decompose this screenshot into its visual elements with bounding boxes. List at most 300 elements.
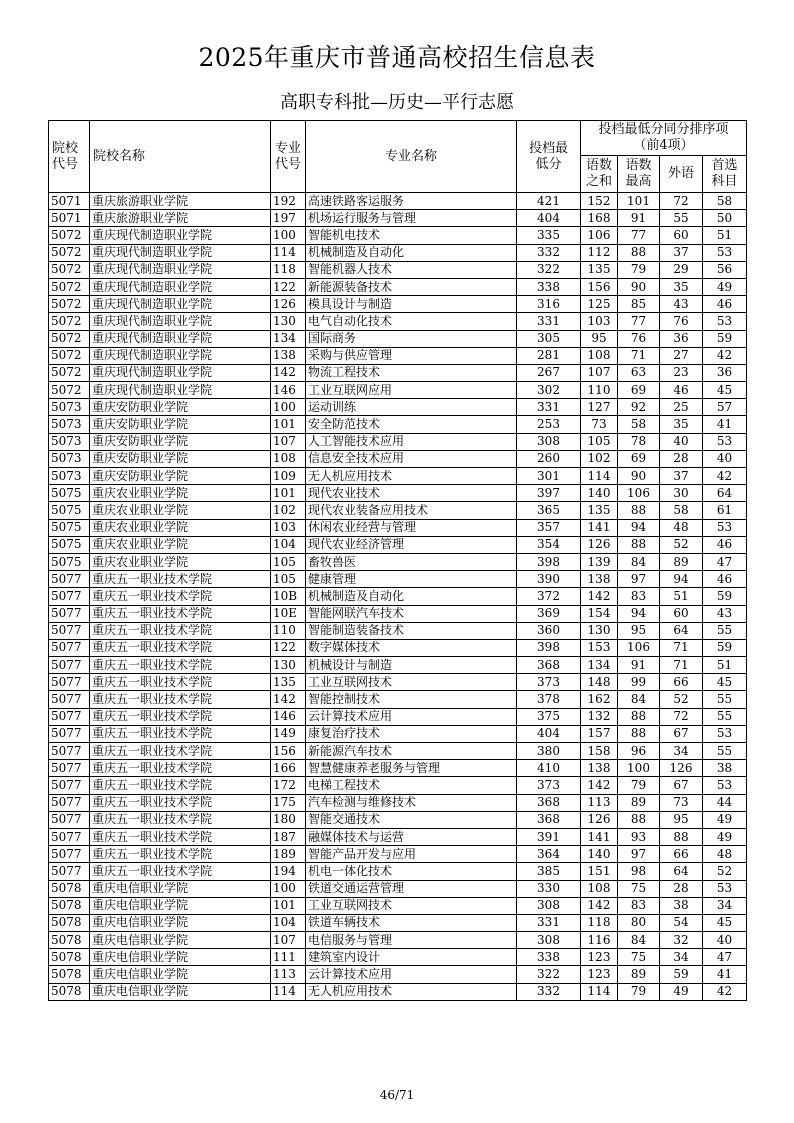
cell-major-name: 电信服务与管理 [306,932,517,949]
cell-foreign-language: 27 [660,347,703,364]
cell-chinese-math-max: 98 [618,863,660,880]
cell-min-score: 398 [517,553,581,570]
cell-major-code: 135 [271,674,306,691]
cell-major-name: 智能机电技术 [306,227,517,244]
cell-min-score: 360 [517,622,581,639]
table-row [49,639,747,656]
cell-chinese-math-sum: 168 [581,210,618,227]
cell-school-name: 重庆安防职业学院 [90,399,271,416]
cell-first-subject: 47 [703,553,747,570]
cell-chinese-math-max: 84 [618,932,660,949]
cell-chinese-math-max: 100 [618,760,660,777]
cell-foreign-language: 58 [660,502,703,519]
cell-school-name: 重庆安防职业学院 [90,450,271,467]
table-row [49,983,747,1000]
cell-min-score: 338 [517,278,581,295]
table-row [49,261,747,278]
cell-foreign-language: 54 [660,914,703,931]
cell-chinese-math-sum: 130 [581,622,618,639]
cell-chinese-math-sum: 114 [581,983,618,1000]
cell-major-code: 146 [271,382,306,399]
table-row [49,863,747,880]
table-row [49,691,747,708]
cell-foreign-language: 34 [660,743,703,760]
cell-foreign-language: 32 [660,932,703,949]
cell-school-name: 重庆五一职业技术学院 [90,674,271,691]
cell-school-code: 5071 [49,210,90,227]
cell-school-name: 重庆农业职业学院 [90,502,271,519]
cell-min-score: 373 [517,777,581,794]
cell-school-name: 重庆五一职业技术学院 [90,760,271,777]
cell-major-name: 工业互联网技术 [306,897,517,914]
cell-foreign-language: 29 [660,261,703,278]
cell-chinese-math-sum: 106 [581,227,618,244]
cell-chinese-math-sum: 153 [581,639,618,656]
cell-major-code: 192 [271,193,306,210]
page-title: 2025年重庆市普通高校招生信息表 [198,43,596,72]
cell-foreign-language: 23 [660,364,703,381]
cell-foreign-language: 89 [660,553,703,570]
header-school-name: 院校名称 [90,121,271,193]
cell-school-code: 5078 [49,932,90,949]
cell-major-code: 187 [271,828,306,845]
cell-school-code: 5072 [49,227,90,244]
table-row [49,571,747,588]
cell-chinese-math-max: 79 [618,777,660,794]
header-major-name: 专业名称 [306,121,517,193]
cell-foreign-language: 60 [660,605,703,622]
cell-chinese-math-max: 84 [618,553,660,570]
table-row [49,244,747,261]
cell-major-name: 电梯工程技术 [306,777,517,794]
table-row [49,674,747,691]
cell-first-subject: 59 [703,588,747,605]
cell-first-subject: 61 [703,502,747,519]
cell-min-score: 331 [517,399,581,416]
cell-chinese-math-sum: 134 [581,657,618,674]
cell-school-code: 5075 [49,536,90,553]
cell-chinese-math-sum: 127 [581,399,618,416]
cell-chinese-math-max: 83 [618,897,660,914]
cell-first-subject: 59 [703,639,747,656]
table-row [49,966,747,983]
cell-school-code: 5073 [49,433,90,450]
cell-school-name: 重庆现代制造职业学院 [90,330,271,347]
cell-foreign-language: 71 [660,657,703,674]
cell-major-name: 电气自动化技术 [306,313,517,330]
table-row [49,605,747,622]
cell-chinese-math-max: 77 [618,313,660,330]
cell-major-code: 108 [271,450,306,467]
cell-major-code: 10E [271,605,306,622]
cell-first-subject: 51 [703,657,747,674]
cell-school-name: 重庆现代制造职业学院 [90,227,271,244]
cell-first-subject: 42 [703,983,747,1000]
cell-chinese-math-max: 96 [618,743,660,760]
cell-min-score: 391 [517,828,581,845]
cell-first-subject: 52 [703,863,747,880]
cell-major-name: 现代农业技术 [306,485,517,502]
table-row [49,519,747,536]
cell-school-code: 5075 [49,553,90,570]
cell-school-code: 5072 [49,296,90,313]
cell-first-subject: 55 [703,622,747,639]
cell-school-code: 5078 [49,897,90,914]
cell-foreign-language: 43 [660,296,703,313]
cell-school-code: 5078 [49,880,90,897]
cell-foreign-language: 46 [660,382,703,399]
cell-first-subject: 50 [703,210,747,227]
cell-chinese-math-sum: 105 [581,433,618,450]
cell-school-name: 重庆农业职业学院 [90,485,271,502]
cell-chinese-math-sum: 110 [581,382,618,399]
cell-foreign-language: 126 [660,760,703,777]
cell-school-code: 5077 [49,588,90,605]
cell-chinese-math-max: 88 [618,708,660,725]
cell-chinese-math-max: 99 [618,674,660,691]
cell-min-score: 322 [517,261,581,278]
cell-min-score: 305 [517,330,581,347]
cell-major-code: 107 [271,433,306,450]
cell-chinese-math-sum: 126 [581,536,618,553]
header-tiebreak-group: 投档最低分同分排序项（前4项） [581,121,747,156]
cell-chinese-math-sum: 123 [581,949,618,966]
cell-chinese-math-max: 95 [618,622,660,639]
cell-chinese-math-sum: 116 [581,932,618,949]
cell-school-name: 重庆五一职业技术学院 [90,691,271,708]
table-row [49,347,747,364]
cell-major-name: 物流工程技术 [306,364,517,381]
cell-min-score: 365 [517,502,581,519]
cell-chinese-math-sum: 141 [581,519,618,536]
cell-chinese-math-sum: 73 [581,416,618,433]
header-chinese-math-sum: 语数之和 [581,156,618,193]
cell-school-name: 重庆五一职业技术学院 [90,846,271,863]
cell-chinese-math-sum: 138 [581,760,618,777]
table-row [49,502,747,519]
table-row [49,828,747,845]
cell-foreign-language: 67 [660,777,703,794]
cell-chinese-math-sum: 132 [581,708,618,725]
cell-min-score: 316 [517,296,581,313]
cell-school-code: 5077 [49,674,90,691]
cell-school-name: 重庆电信职业学院 [90,983,271,1000]
cell-min-score: 330 [517,880,581,897]
cell-first-subject: 49 [703,278,747,295]
cell-major-name: 国际商务 [306,330,517,347]
cell-chinese-math-max: 90 [618,468,660,485]
cell-min-score: 253 [517,416,581,433]
cell-school-code: 5077 [49,571,90,588]
cell-major-name: 现代农业装备应用技术 [306,502,517,519]
table-row [49,364,747,381]
cell-school-code: 5077 [49,828,90,845]
cell-foreign-language: 35 [660,278,703,295]
cell-foreign-language: 40 [660,433,703,450]
cell-chinese-math-max: 79 [618,261,660,278]
cell-major-code: 105 [271,571,306,588]
table-row [49,743,747,760]
cell-chinese-math-max: 69 [618,382,660,399]
cell-major-name: 云计算技术应用 [306,708,517,725]
cell-school-name: 重庆五一职业技术学院 [90,828,271,845]
cell-chinese-math-max: 106 [618,485,660,502]
table-row [49,880,747,897]
cell-chinese-math-sum: 135 [581,261,618,278]
cell-min-score: 301 [517,468,581,485]
cell-min-score: 369 [517,605,581,622]
cell-min-score: 404 [517,210,581,227]
cell-major-code: 142 [271,364,306,381]
cell-foreign-language: 52 [660,536,703,553]
cell-school-name: 重庆五一职业技术学院 [90,811,271,828]
cell-major-name: 机械制造及自动化 [306,244,517,261]
cell-school-code: 5072 [49,313,90,330]
cell-chinese-math-sum: 140 [581,846,618,863]
cell-school-code: 5078 [49,966,90,983]
table-row [49,278,747,295]
cell-foreign-language: 49 [660,983,703,1000]
table-body [49,193,747,1001]
cell-major-name: 健康管理 [306,571,517,588]
cell-chinese-math-max: 77 [618,227,660,244]
cell-min-score: 302 [517,382,581,399]
cell-chinese-math-sum: 138 [581,571,618,588]
table-row [49,468,747,485]
cell-min-score: 380 [517,743,581,760]
cell-school-name: 重庆现代制造职业学院 [90,278,271,295]
cell-major-code: 114 [271,244,306,261]
table-row [49,193,747,210]
cell-chinese-math-sum: 148 [581,674,618,691]
cell-min-score: 398 [517,639,581,656]
cell-major-code: 130 [271,313,306,330]
cell-major-code: 103 [271,519,306,536]
table-row [49,433,747,450]
cell-major-name: 智慧健康养老服务与管理 [306,760,517,777]
cell-first-subject: 55 [703,743,747,760]
cell-foreign-language: 52 [660,691,703,708]
cell-school-name: 重庆电信职业学院 [90,932,271,949]
cell-first-subject: 43 [703,605,747,622]
cell-school-name: 重庆电信职业学院 [90,949,271,966]
cell-min-score: 372 [517,588,581,605]
cell-school-name: 重庆五一职业技术学院 [90,863,271,880]
cell-foreign-language: 28 [660,450,703,467]
cell-first-subject: 57 [703,399,747,416]
cell-chinese-math-sum: 123 [581,966,618,983]
cell-min-score: 260 [517,450,581,467]
cell-school-code: 5077 [49,725,90,742]
cell-foreign-language: 73 [660,794,703,811]
cell-foreign-language: 64 [660,863,703,880]
cell-chinese-math-max: 91 [618,657,660,674]
cell-school-code: 5075 [49,502,90,519]
cell-chinese-math-sum: 154 [581,605,618,622]
cell-first-subject: 46 [703,536,747,553]
header-major-code: 专业代号 [271,121,306,193]
cell-foreign-language: 30 [660,485,703,502]
table-row [49,553,747,570]
cell-chinese-math-max: 88 [618,536,660,553]
cell-first-subject: 55 [703,691,747,708]
cell-foreign-language: 66 [660,674,703,691]
cell-major-name: 智能机器人技术 [306,261,517,278]
table-row [49,399,747,416]
cell-chinese-math-sum: 158 [581,743,618,760]
cell-major-code: 130 [271,657,306,674]
cell-major-code: 102 [271,502,306,519]
cell-school-code: 5073 [49,416,90,433]
cell-min-score: 281 [517,347,581,364]
cell-school-name: 重庆农业职业学院 [90,536,271,553]
table-row [49,227,747,244]
cell-school-code: 5072 [49,382,90,399]
cell-first-subject: 56 [703,261,747,278]
cell-foreign-language: 59 [660,966,703,983]
cell-min-score: 322 [517,966,581,983]
cell-first-subject: 34 [703,897,747,914]
cell-major-code: 101 [271,897,306,914]
cell-school-name: 重庆电信职业学院 [90,966,271,983]
cell-major-name: 安全防范技术 [306,416,517,433]
cell-chinese-math-sum: 102 [581,450,618,467]
cell-school-name: 重庆旅游职业学院 [90,210,271,227]
cell-chinese-math-sum: 95 [581,330,618,347]
header-chinese-math-max: 语数最高 [618,156,660,193]
cell-school-name: 重庆现代制造职业学院 [90,244,271,261]
cell-school-code: 5072 [49,261,90,278]
cell-first-subject: 51 [703,227,747,244]
cell-min-score: 308 [517,932,581,949]
cell-school-code: 5077 [49,657,90,674]
cell-major-name: 铁道交通运营管理 [306,880,517,897]
table-row [49,932,747,949]
cell-chinese-math-max: 75 [618,880,660,897]
cell-chinese-math-max: 106 [618,639,660,656]
header-first-subject: 首选科目 [703,156,747,193]
table-row [49,914,747,931]
cell-major-name: 智能交通技术 [306,811,517,828]
cell-school-code: 5072 [49,347,90,364]
cell-foreign-language: 60 [660,227,703,244]
cell-major-code: 111 [271,949,306,966]
cell-major-code: 105 [271,553,306,570]
cell-major-name: 智能产品开发与应用 [306,846,517,863]
table-row [49,485,747,502]
cell-school-code: 5075 [49,519,90,536]
cell-chinese-math-sum: 142 [581,897,618,914]
table-row [49,296,747,313]
cell-major-code: 113 [271,966,306,983]
cell-major-code: 118 [271,261,306,278]
cell-chinese-math-max: 83 [618,588,660,605]
cell-major-code: 101 [271,416,306,433]
cell-major-code: 146 [271,708,306,725]
cell-major-code: 166 [271,760,306,777]
cell-first-subject: 45 [703,914,747,931]
cell-min-score: 357 [517,519,581,536]
cell-school-name: 重庆电信职业学院 [90,880,271,897]
cell-chinese-math-sum: 142 [581,777,618,794]
cell-major-code: 194 [271,863,306,880]
cell-chinese-math-sum: 108 [581,347,618,364]
cell-school-name: 重庆五一职业技术学院 [90,725,271,742]
cell-school-name: 重庆五一职业技术学院 [90,708,271,725]
cell-foreign-language: 37 [660,468,703,485]
cell-major-code: 197 [271,210,306,227]
table-header [49,121,747,193]
cell-foreign-language: 48 [660,519,703,536]
cell-min-score: 308 [517,433,581,450]
cell-first-subject: 46 [703,296,747,313]
cell-school-name: 重庆安防职业学院 [90,416,271,433]
cell-major-code: 180 [271,811,306,828]
cell-min-score: 385 [517,863,581,880]
table-row [49,708,747,725]
cell-chinese-math-sum: 107 [581,364,618,381]
cell-major-code: 126 [271,296,306,313]
cell-foreign-language: 35 [660,416,703,433]
cell-foreign-language: 51 [660,588,703,605]
cell-first-subject: 41 [703,966,747,983]
table-row [49,760,747,777]
cell-school-code: 5077 [49,777,90,794]
cell-min-score: 421 [517,193,581,210]
cell-school-code: 5073 [49,399,90,416]
cell-school-code: 5077 [49,708,90,725]
cell-major-name: 融媒体技术与运营 [306,828,517,845]
cell-min-score: 368 [517,811,581,828]
cell-first-subject: 46 [703,571,747,588]
cell-chinese-math-sum: 108 [581,880,618,897]
cell-school-name: 重庆五一职业技术学院 [90,777,271,794]
cell-major-code: 114 [271,983,306,1000]
cell-chinese-math-max: 93 [618,828,660,845]
cell-first-subject: 59 [703,330,747,347]
cell-first-subject: 44 [703,794,747,811]
cell-school-code: 5077 [49,760,90,777]
cell-chinese-math-sum: 113 [581,794,618,811]
cell-min-score: 267 [517,364,581,381]
cell-major-code: 104 [271,914,306,931]
cell-chinese-math-sum: 152 [581,193,618,210]
cell-chinese-math-sum: 126 [581,811,618,828]
cell-chinese-math-max: 92 [618,399,660,416]
cell-first-subject: 53 [703,244,747,261]
cell-school-name: 重庆五一职业技术学院 [90,571,271,588]
cell-major-name: 机械制造及自动化 [306,588,517,605]
table-row [49,210,747,227]
cell-foreign-language: 72 [660,708,703,725]
cell-major-code: 122 [271,278,306,295]
cell-major-name: 智能制造装备技术 [306,622,517,639]
cell-chinese-math-max: 76 [618,330,660,347]
cell-min-score: 368 [517,657,581,674]
cell-major-code: 104 [271,536,306,553]
cell-major-name: 新能源装备技术 [306,278,517,295]
cell-school-code: 5072 [49,330,90,347]
cell-first-subject: 42 [703,468,747,485]
cell-foreign-language: 34 [660,949,703,966]
header-min-score: 投档最低分 [517,121,581,193]
cell-min-score: 338 [517,949,581,966]
cell-min-score: 332 [517,244,581,261]
table-row [49,811,747,828]
cell-chinese-math-max: 69 [618,450,660,467]
cell-chinese-math-sum: 140 [581,485,618,502]
cell-school-code: 5077 [49,639,90,656]
